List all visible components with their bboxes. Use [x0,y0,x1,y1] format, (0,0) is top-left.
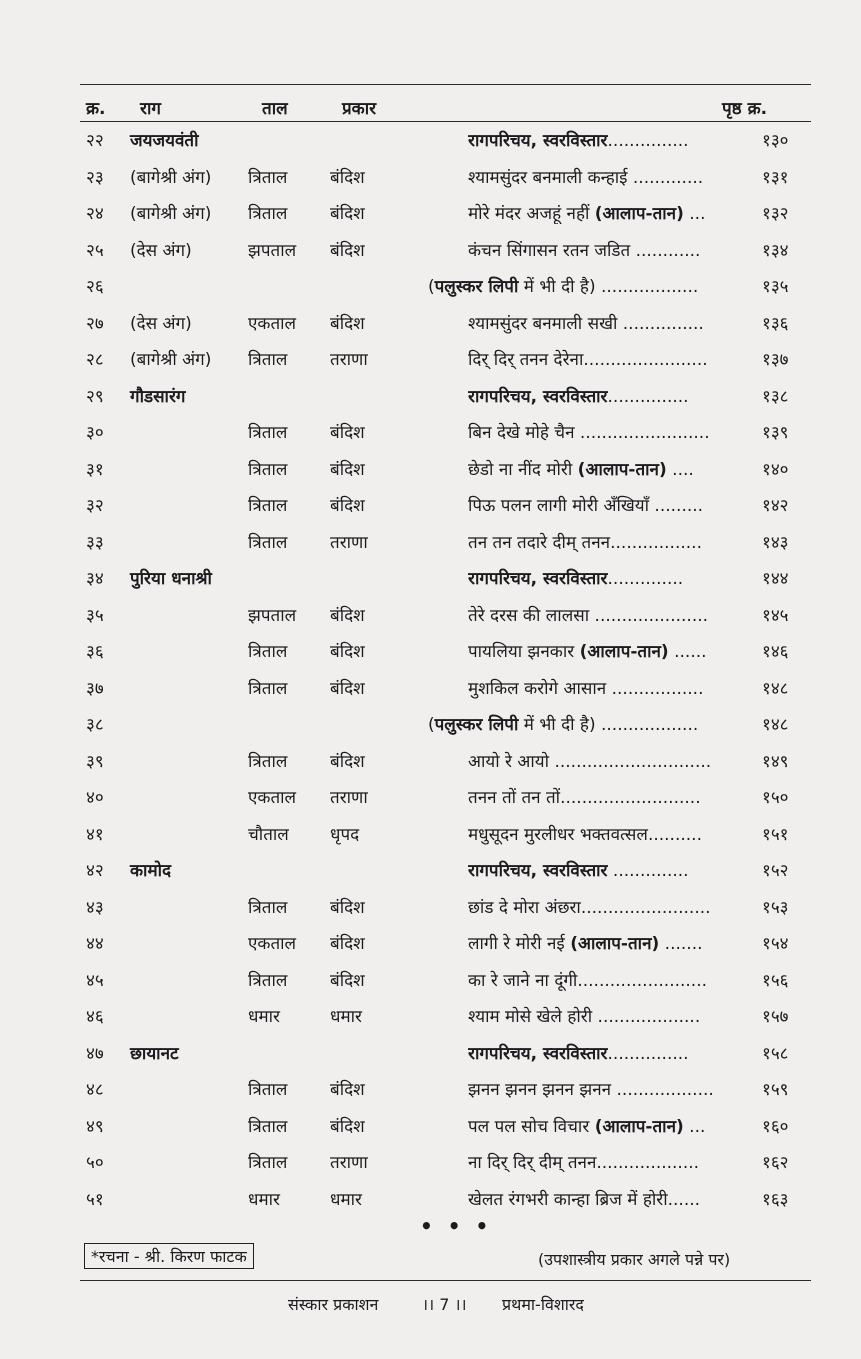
composition-type: तराणा [330,350,368,370]
entry-title [468,311,756,334]
toc-row [0,530,861,566]
entry-title [468,238,756,261]
page-number: १४५ [762,605,789,626]
taal-name: त्रिताल [248,751,288,772]
dot-leader: ............................. [549,751,712,772]
entry-title [468,1150,756,1173]
row-number: ३१ [86,459,104,480]
row-number: ४० [86,788,104,808]
entry-title-text: झनन झनन झनन झनन [468,1080,612,1100]
taal-name: त्रिताल [248,970,288,991]
entry-title [468,676,756,699]
entry-title-text: दिर् दिर् तनन देरेना [468,350,584,370]
row-number: ४२ [86,861,104,881]
alaap-taan-tag: (आलाप-तान) [577,459,667,480]
composition-type: तराणा [330,1153,368,1173]
raga-name: (बागेश्री अंग) [130,204,212,224]
composition-type: बंदिश [330,313,365,334]
entry-title [468,1077,756,1100]
raga-name: पुरिया धनाश्री [130,569,212,589]
entry-title [468,1041,756,1064]
entry-title [468,128,756,151]
row-number: ३९ [86,751,104,772]
composition-type: धृपद [330,824,360,845]
composition-type: बंदिश [330,240,365,261]
page-number: १४० [762,459,789,480]
row-number: ३८ [86,715,104,735]
page-number: १५० [762,788,789,808]
toc-row [0,749,861,785]
entry-title-text: पायलिया झनकार [468,642,575,662]
row-number: ४४ [86,934,104,954]
page-number: १४३ [762,532,789,553]
footer-book-title: प्रथमा-विशारद [502,1295,584,1314]
dot-leader: ........................ [574,423,710,443]
page-number: १४८ [762,678,789,699]
dot-leader: ....... [659,934,703,954]
row-number: ३४ [86,569,104,589]
taal-name: त्रिताल [248,1116,288,1137]
taal-name: त्रिताल [248,167,288,188]
row-number: ४१ [86,824,104,845]
row-number: ५१ [86,1189,104,1210]
taal-name: एकताल [248,788,297,808]
entry-title [468,347,756,370]
composition-type: धमार [330,1007,362,1027]
entry-title-text: रागपरिचय, स्वरविस्तार [468,569,608,589]
entry-title-text: तन तन तदारे दीम् तनन [468,532,611,553]
composition-type: बंदिश [330,970,365,991]
raga-name: कामोद [130,861,172,881]
alaap-taan-tag: (आलाप-तान) [579,642,669,662]
entry-title-text: छेडो ना नींद मोरी [468,459,573,480]
toc-row [0,603,861,639]
taal-name: त्रिताल [248,1080,288,1100]
entry-title [468,1187,756,1210]
toc-row [0,858,861,894]
toc-row [0,968,861,1004]
entry-title-text: रागपरिचय, स्वरविस्तार [468,1043,608,1064]
entry-title-text: छांड दे मोरा अंछरा [468,897,581,918]
composition-type: बंदिश [330,605,365,626]
entry-title-text: रागपरिचय, स्वरविस्तार [468,861,608,881]
dot-leader: ........................ [580,897,711,918]
toc-row [0,1041,861,1077]
page-number: १५१ [762,824,789,845]
entry-title [468,530,756,553]
taal-name: एकताल [248,934,297,954]
composition-type: बंदिश [330,423,365,443]
entry-title: (पलुस्कर लिपी में भी दी है) .................. [428,277,699,297]
raga-name: (देस अंग) [130,240,192,261]
page-number: १३९ [762,423,789,443]
header-page: पृष्ठ क्र. [722,99,768,119]
credit-box: *रचना - श्री. किरण फाटक [84,1243,254,1269]
dot-leader: .............. [607,569,684,589]
taal-name: त्रिताल [248,897,288,918]
raga-name: (बागेश्री अंग) [130,350,212,370]
entry-title-text: लागी रे मोरी नई [468,934,565,954]
entry-title [468,968,756,991]
row-number: २४ [86,204,104,224]
toc-row [0,822,861,858]
toc-row [0,931,861,967]
toc-row [0,712,861,748]
entry-title-text: तनन तों तन तों [468,788,561,808]
dot-leader: .................. [595,277,699,297]
page-number: १३७ [762,350,789,370]
entry-title [468,603,756,626]
dot-leader: .......... [647,824,702,845]
entry-title-text: पल पल सोच विचार [468,1116,590,1137]
row-number: ४७ [86,1043,104,1064]
page-number: १६३ [762,1189,789,1210]
dot-leader: ....................... [583,350,708,370]
alaap-taan-tag: (आलाप-तान) [594,204,684,224]
composition-type: बंदिश [330,934,365,954]
entry-title-text: ना दिर् दिर् दीम् तनन [468,1153,597,1173]
dot-leader: ................... [596,1153,700,1173]
entry-title-text: मधुसूदन मुरलीधर भक्तवत्सल [468,824,648,845]
row-number: २६ [86,277,104,297]
dot-leader: ............ [630,240,701,261]
row-number: २३ [86,167,104,188]
page-number: १३८ [762,386,789,407]
raga-name: (बागेश्री अंग) [130,167,212,188]
script-note-bold: पलुस्कर लिपी [434,715,519,735]
entry-title [468,749,756,772]
toc-row [0,274,861,310]
taal-name: झपताल [248,240,297,261]
composition-type: तराणा [330,788,368,808]
composition-type: बंदिश [330,678,365,699]
dot-leader: ........................ [577,970,708,991]
page-number: १३४ [762,240,789,261]
dot-leader: ............... [607,1043,689,1064]
page-number: १४९ [762,751,789,772]
composition-type: तराणा [330,532,368,553]
row-number: २५ [86,240,104,261]
row-number: ४३ [86,897,104,918]
page-number: १४४ [762,569,789,589]
entry-title-text: श्याम मोसे खेले होरी [468,1007,593,1027]
raga-name: गौडसारंग [130,386,186,407]
entry-title [468,785,756,808]
entry-title-text: मुशकिल करोगे आसान [468,678,607,699]
entry-title [468,895,756,918]
page-number: १५६ [762,970,789,991]
taal-name: त्रिताल [248,532,288,553]
row-number: ३३ [86,532,104,553]
toc-row [0,566,861,602]
taal-name: त्रिताल [248,204,288,224]
toc-row [0,1077,861,1113]
toc-row [0,895,861,931]
entry-title-text: का रे जाने ना दूंगी [468,970,578,991]
row-number: ३७ [86,678,104,699]
footer-page-number: ।। 7 ।। [422,1295,467,1314]
page-number: १३५ [762,277,789,297]
dot-leader: ..................... [589,605,709,626]
page-number: १३६ [762,313,789,334]
row-number: ४८ [86,1080,104,1100]
page-number: १३१ [762,167,789,188]
toc-row [0,1150,861,1186]
next-page-note: (उपशास्त्रीय प्रकार अगले पन्ने पर) [538,1250,731,1269]
toc-row [0,676,861,712]
page-number: १६० [762,1116,789,1137]
page-number: १५८ [762,1043,789,1064]
header-num: क्र. [86,99,106,119]
dot-leader: ............... [617,313,704,334]
taal-name: त्रिताल [248,678,288,699]
taal-name: त्रिताल [248,423,288,443]
entry-title: (पलुस्कर लिपी में भी दी है) .................. [428,715,699,735]
composition-type: बंदिश [330,897,365,918]
row-number: २८ [86,350,104,370]
dot-leader: ................... [592,1007,701,1027]
taal-name: धमार [248,1189,280,1210]
footer-publisher: संस्कार प्रकाशन [288,1295,379,1314]
dot-leader: ......... [649,496,704,516]
taal-name: झपताल [248,605,297,626]
dot-leader: ... [683,1116,706,1137]
toc-row [0,493,861,529]
entry-title-text: आयो रे आयो [468,751,550,772]
page-number: १३२ [762,204,789,224]
toc-row [0,347,861,383]
row-number: २९ [86,386,104,407]
toc-row [0,165,861,201]
row-number: ४६ [86,1007,104,1027]
taal-name: एकताल [248,313,297,334]
raga-name: छायानट [130,1043,179,1064]
header-type: प्रकार [342,99,377,119]
dot-leader: .... [666,459,694,480]
page-number: १५४ [762,934,789,954]
dot-leader: .......................... [560,788,701,808]
entry-title-text: बिन देखे मोहे चैन [468,423,575,443]
composition-type: बंदिश [330,459,365,480]
composition-type: बंदिश [330,642,365,662]
taal-name: त्रिताल [248,642,288,662]
composition-type: बंदिश [330,496,365,516]
toc-row [0,384,861,420]
row-number: ४९ [86,1116,104,1137]
dot-leader: ...... [668,642,707,662]
entry-title [468,201,756,224]
entry-title [468,931,756,954]
page-number: १५२ [762,861,789,881]
composition-type: बंदिश [330,204,365,224]
taal-name: त्रिताल [248,459,288,480]
dot-leader: .............. [607,861,689,881]
dot-leader: .................. [611,1080,714,1100]
page-number: १४८ [762,715,789,735]
toc-row [0,639,861,675]
script-note-bold: पलुस्कर लिपी [434,277,519,297]
dot-leader: ............. [627,167,704,188]
entry-title [468,420,756,443]
composition-type: बंदिश [330,1080,365,1100]
page-number: १५३ [762,897,789,918]
entry-title [468,457,756,480]
taal-name: त्रिताल [248,496,288,516]
alaap-taan-tag: (आलाप-तान) [594,1116,684,1137]
row-number: ३० [86,423,104,443]
composition-type: बंदिश [330,751,365,772]
row-number: ३२ [86,496,104,516]
composition-type: धमार [330,1189,362,1210]
separator-dots: • • • [420,1214,493,1238]
row-number: ४५ [86,970,104,991]
page-number: १४२ [762,496,789,516]
entry-title [468,165,756,188]
row-number: ५० [86,1153,104,1173]
entry-title-text: मोरे मंदर अजहूं नहीं [468,204,590,224]
dot-leader: ................. [610,532,702,553]
taal-name: त्रिताल [248,350,288,370]
dot-leader: .................. [595,715,699,735]
entry-title-text: कंचन सिंगासन रतन जडित [468,240,631,261]
toc-row [0,1004,861,1040]
composition-type: बंदिश [330,167,365,188]
toc-row [0,201,861,237]
page-number: १४६ [762,642,789,662]
dot-leader: ... [683,204,706,224]
toc-row [0,420,861,456]
entry-title-text: श्यामसुंदर बनमाली कन्हाई [468,167,628,188]
toc-row [0,311,861,347]
header-raga: राग [140,99,161,119]
entry-title [468,822,756,845]
entry-title-text: पिऊ पलन लागी मोरी अँखियाँ [468,496,650,516]
dot-leader: ............... [607,131,689,151]
footer-rule [80,1280,811,1281]
row-number: ३५ [86,605,104,626]
row-number: २७ [86,313,104,334]
entry-title-text: श्यामसुंदर बनमाली सखी [468,313,618,334]
toc-row [0,238,861,274]
entry-title [468,1004,756,1027]
toc-row [0,457,861,493]
header-taal: ताल [262,99,288,119]
composition-type: बंदिश [330,1116,365,1137]
page-number: १६२ [762,1153,789,1173]
entry-title [468,566,756,589]
alaap-taan-tag: (आलाप-तान) [570,934,660,954]
entry-title [468,384,756,407]
row-number: ३६ [86,642,104,662]
entry-title [468,493,756,516]
entry-title-text: रागपरिचय, स्वरविस्तार [468,131,608,151]
taal-name: चौताल [248,824,289,845]
header-bottom-rule [80,121,811,122]
entry-title-text: खेलत रंगभरी कान्हा ब्रिज में होरी [468,1189,668,1210]
page-number: १५९ [762,1080,789,1100]
dot-leader: ...... [667,1189,701,1210]
raga-name: जयजयवंती [130,131,199,151]
entry-title [468,858,756,881]
toc-row [0,1114,861,1150]
page-number: १३० [762,131,789,151]
taal-name: धमार [248,1007,280,1027]
toc-row [0,128,861,164]
entry-title [468,639,756,662]
raga-name: (देस अंग) [130,313,192,334]
page-number: १५७ [762,1007,789,1027]
entry-title [468,1114,756,1137]
header-top-rule [80,84,811,85]
dot-leader: ................. [606,678,704,699]
entry-title-text: तेरे दरस की लालसा [468,605,590,626]
toc-row [0,785,861,821]
taal-name: त्रिताल [248,1153,288,1173]
row-number: २२ [86,131,104,151]
dot-leader: ............... [607,386,689,407]
entry-title-text: रागपरिचय, स्वरविस्तार [468,386,608,407]
